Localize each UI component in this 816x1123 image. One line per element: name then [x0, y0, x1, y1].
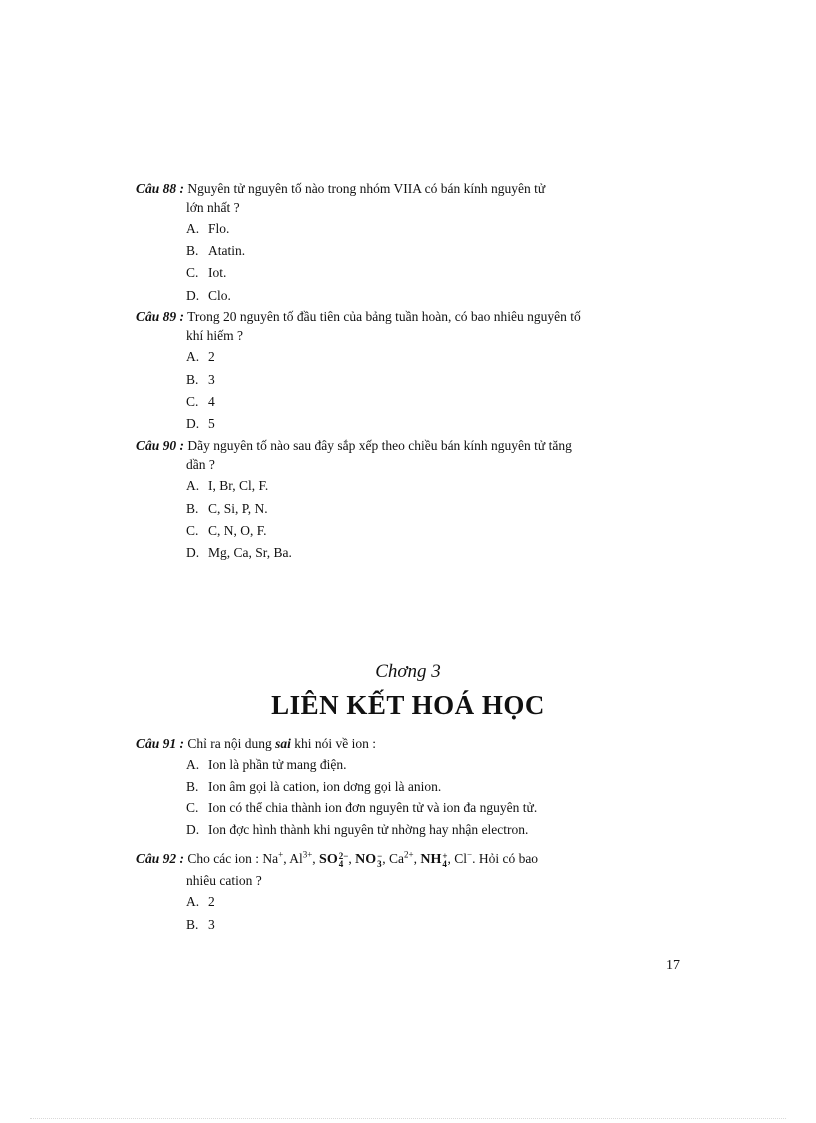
- charge: +: [278, 849, 284, 860]
- question-text-continued: khí hiếm ?: [186, 328, 243, 343]
- question-label: Câu 92 :: [136, 851, 185, 866]
- question-label: Câu 89 :: [136, 309, 185, 324]
- option-b: B. Ion âm gọi là cation, ion dơng gọi là anion.: [186, 779, 442, 794]
- question-text-continued: nhiêu cation ?: [186, 873, 262, 888]
- question-91: Câu 91 : Chỉ ra nội dung sai khi nói về ion :: [136, 736, 377, 751]
- option-b: B. 3: [186, 372, 215, 387]
- charge: 2+: [404, 849, 414, 860]
- option-a: A. Ion là phần tử mang điện.: [186, 757, 347, 772]
- option-c: C. C, N, O, F.: [186, 523, 267, 538]
- option-d: D. Ion đợc hình thành khi nguyên tử nhờng hay nhận electron.: [186, 822, 529, 837]
- option-a: A. 2: [186, 349, 215, 364]
- question-88: [136, 179, 680, 217]
- ammonium-ion: NH: [420, 852, 442, 867]
- chapter-number: Chơng 3: [375, 661, 441, 682]
- question-89: [136, 307, 680, 345]
- option-c: C. Iot.: [186, 265, 227, 280]
- question-label: Câu 91 :: [136, 736, 185, 751]
- chapter-title: LIÊN KẾT HOÁ HỌC: [271, 690, 545, 720]
- charge: −: [467, 849, 473, 860]
- option-c: C. 4: [186, 394, 215, 409]
- question-92: Câu 92 : Cho các ion : Na+, $Al^{3+}$, SO 2− 4 , NO − 3 , $Ca^{2+}$, NH + 4 , Cl−. Hỏi có bao nhiêu cation ?: [136, 848, 680, 890]
- option-b: B. C, Si, P, N.: [186, 501, 268, 516]
- question-text: Dãy nguyên tố nào sau đây sắp xếp theo chiều bán kính nguyên tử tăng: [184, 438, 572, 453]
- option-d: D. Mg, Ca, Sr, Ba.: [186, 545, 292, 560]
- question-label: Câu 88 :: [136, 181, 185, 196]
- option-c: C. Ion có thể chia thành ion đơn nguyên tử và ion đa nguyên tử.: [186, 800, 538, 815]
- option-b: B. Atatin.: [186, 243, 246, 258]
- sulfate-ion: SO: [319, 852, 338, 867]
- emphasis-word: sai: [275, 736, 291, 751]
- question-text: Nguyên tử nguyên tố nào trong nhóm VIIA có bán kính nguyên tử: [184, 181, 546, 196]
- question-text-continued: lớn nhất ?: [186, 200, 240, 215]
- charge: 3+: [302, 849, 313, 860]
- nitrate-ion: NO: [355, 852, 377, 867]
- question-text-continued: dần ?: [186, 457, 215, 472]
- option-a: A. 2: [186, 894, 215, 909]
- option-d: D. Clo.: [186, 288, 231, 303]
- option-d: D. 5: [186, 416, 215, 431]
- option-a: A. Flo.: [186, 221, 230, 236]
- question-text: Trong 20 nguyên tố đầu tiên của bảng tuần hoàn, có bao nhiêu nguyên tố: [184, 309, 581, 324]
- option-b: B. 3: [186, 917, 215, 932]
- page-number: 17: [666, 958, 680, 973]
- question-90: [136, 436, 680, 474]
- option-a: A. I, Br, Cl, F.: [186, 478, 269, 493]
- page-edge-divider: [30, 1118, 786, 1119]
- question-label: Câu 90 :: [136, 438, 185, 453]
